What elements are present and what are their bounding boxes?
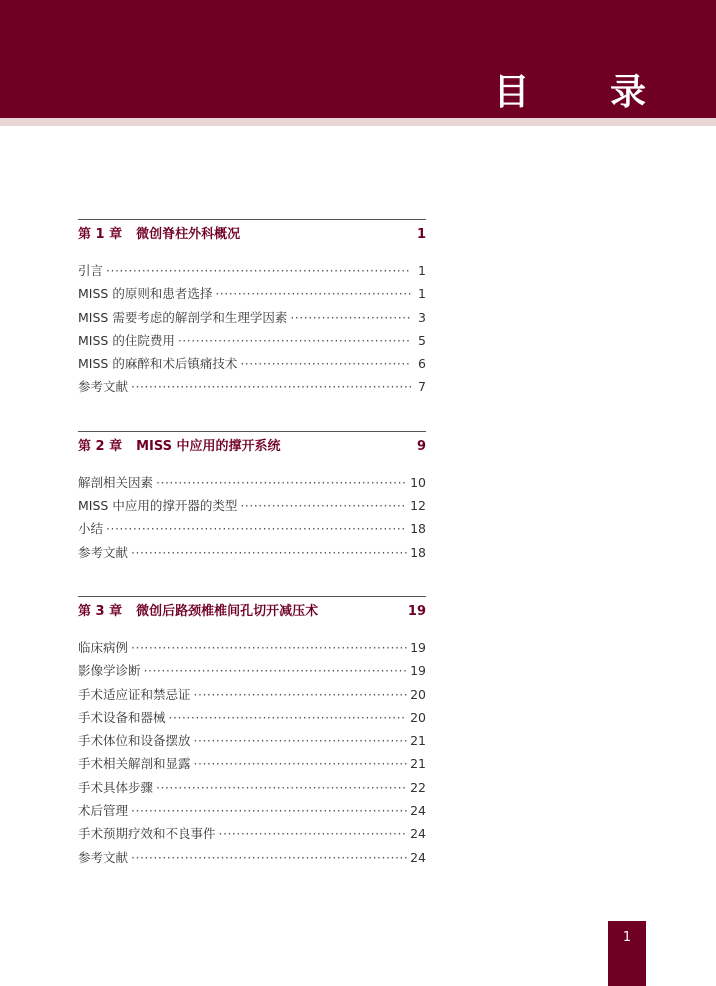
page-number: 1 (622, 930, 632, 945)
chapter-page: 9 (416, 438, 426, 454)
toc-entry-page: 12 (410, 498, 426, 514)
leader-dots (156, 780, 407, 795)
leader-dots (219, 826, 408, 841)
leader-dots (194, 687, 408, 702)
leader-dots (240, 356, 411, 371)
toc-entry-page: 6 (418, 356, 426, 372)
toc-entry-label: MISS 需要考虑的解剖学和生理学因素 (78, 309, 288, 325)
toc-entry-label: MISS 的住院费用 (78, 332, 175, 348)
toc-entry-label: MISS 的麻醉和术后镇痛技术 (78, 356, 238, 372)
toc-entry[interactable] (78, 377, 426, 400)
toc-entry-page: 18 (410, 521, 426, 537)
toc-entry[interactable] (78, 801, 426, 824)
toc-entry-label: 手术预期疗效和不良事件 (78, 826, 216, 842)
chapter-1 (78, 219, 426, 401)
toc-entry-label: 小结 (78, 521, 104, 537)
toc-entry-label: 参考文献 (78, 849, 129, 865)
toc-entry-label: 引言 (78, 263, 104, 278)
toc-entry-label: MISS 的原则和患者选择 (78, 286, 213, 302)
toc-entry[interactable] (78, 708, 426, 731)
toc-entry[interactable] (78, 638, 426, 661)
toc-entry[interactable] (78, 731, 426, 754)
toc-entry[interactable] (78, 496, 426, 519)
toc-entry-page: 1 (418, 286, 426, 302)
toc-entry-label: 术后管理 (78, 803, 129, 819)
toc-entry-page: 21 (410, 733, 426, 749)
chapter-title: 微创后路颈椎椎间孔切开减压术 (136, 603, 319, 619)
leader-dots (156, 475, 407, 490)
table-of-contents (78, 219, 426, 901)
toc-entry-page: 20 (410, 686, 426, 702)
leader-dots (131, 545, 407, 560)
toc-entry[interactable] (78, 754, 426, 777)
toc-entry[interactable] (78, 284, 426, 307)
toc-entry-label: 手术相关解剖和显露 (78, 756, 191, 772)
page-title: 目 录 (493, 71, 680, 113)
toc-entry-label: 临床病例 (78, 639, 129, 655)
leader-dots (240, 498, 407, 513)
toc-entry[interactable] (78, 661, 426, 684)
toc-entry-label: 手术设备和器械 (78, 709, 166, 725)
leader-dots (106, 521, 407, 536)
toc-entry[interactable] (78, 519, 426, 542)
chapter-heading[interactable] (78, 431, 426, 459)
toc-entry-label: 手术具体步骤 (78, 779, 154, 795)
toc-entry-page: 1 (418, 263, 426, 278)
leader-dots (131, 850, 407, 865)
toc-entry-page: 5 (418, 332, 426, 348)
toc-entry[interactable] (78, 308, 426, 331)
toc-entry-label: 手术适应证和禁忌证 (78, 686, 191, 702)
toc-entry[interactable] (78, 261, 426, 284)
toc-entry-page: 20 (410, 709, 426, 725)
toc-entry-page: 18 (410, 544, 426, 560)
leader-dots (131, 640, 407, 655)
toc-entry-page: 3 (418, 309, 426, 325)
toc-entry[interactable] (78, 848, 426, 871)
leader-dots (144, 663, 408, 678)
toc-entry[interactable] (78, 354, 426, 377)
toc-entry-label: MISS 中应用的撑开器的类型 (78, 498, 238, 514)
chapter-page: 1 (416, 227, 426, 242)
leader-dots (194, 756, 408, 771)
chapter-title: MISS 中应用的撑开系统 (136, 438, 281, 454)
toc-entry-page: 24 (410, 826, 426, 842)
toc-entry-page: 7 (418, 379, 426, 395)
toc-entry-page: 24 (410, 849, 426, 865)
toc-entry-label: 参考文献 (78, 379, 129, 395)
toc-entry[interactable] (78, 543, 426, 566)
chapter-number: 第 3 章 (78, 603, 123, 619)
toc-entry-label: 影像学诊断 (78, 663, 141, 679)
toc-entry-label: 参考文献 (78, 544, 129, 560)
toc-entry[interactable] (78, 778, 426, 801)
toc-entry[interactable] (78, 824, 426, 847)
toc-entry-page: 24 (410, 803, 426, 819)
chapter-heading[interactable] (78, 596, 426, 624)
toc-entry-page: 21 (410, 756, 426, 772)
leader-dots (194, 733, 408, 748)
chapter-page: 19 (407, 603, 426, 619)
chapter-number: 第 2 章 (78, 438, 123, 454)
leader-dots (215, 286, 411, 301)
chapter-heading[interactable] (78, 219, 426, 247)
leader-dots (290, 310, 411, 325)
toc-entry-page: 19 (410, 639, 426, 655)
leader-dots (178, 333, 411, 348)
toc-entry[interactable] (78, 473, 426, 496)
header-stripe (0, 118, 716, 126)
leader-dots (131, 379, 411, 394)
chapter-3 (78, 596, 426, 871)
leader-dots (106, 263, 411, 278)
toc-entry-label: 手术体位和设备摆放 (78, 733, 191, 749)
toc-entry[interactable] (78, 685, 426, 708)
chapter-title: 微创脊柱外科概况 (136, 227, 241, 242)
page-number-tab (608, 921, 646, 986)
toc-entry-label: 解剖相关因素 (78, 474, 154, 490)
chapter-2 (78, 431, 426, 566)
toc-entry-page: 22 (410, 779, 426, 795)
toc-entry-page: 10 (410, 474, 426, 490)
toc-entry[interactable] (78, 331, 426, 354)
chapter-number: 第 1 章 (78, 227, 123, 242)
leader-dots (169, 710, 408, 725)
leader-dots (131, 803, 407, 818)
toc-entry-page: 19 (410, 663, 426, 679)
